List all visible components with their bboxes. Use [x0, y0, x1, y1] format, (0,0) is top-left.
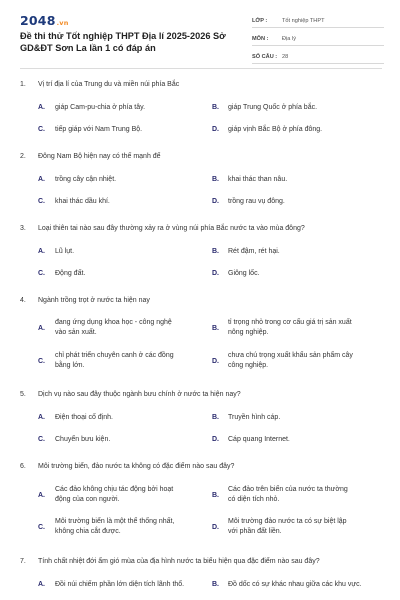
- question-text: Vị trí địa lí của Trung du và miền núi phía Bắc: [38, 81, 180, 88]
- answer-option[interactable]: giáp Trung Quốc ở phía bắc.: [228, 104, 318, 111]
- question-text: Tính chất nhiệt đới ẩm gió mùa của địa hình nước ta biểu hiện qua đặc điểm nào sau đây?: [38, 558, 320, 565]
- answer-option[interactable]: đang ứng dụng khoa học - công nghệ vào sản xuất.: [55, 319, 172, 336]
- question-text: Loại thiên tai nào sau đây thường xảy ra ở vùng núi phía Bắc nước ta vào mùa đông?: [38, 225, 305, 232]
- answer-option[interactable]: Lũ lụt.: [55, 248, 75, 255]
- option-letter: B.: [212, 492, 219, 499]
- option-letter: A.: [38, 492, 45, 499]
- meta-label: LỚP :: [252, 17, 268, 24]
- question-text: Dịch vụ nào sau đây thuộc ngành bưu chính ở nước ta hiện nay?: [38, 391, 241, 398]
- answer-option[interactable]: Các đảo không chịu tác động bởi hoạt động của con người.: [55, 486, 174, 503]
- option-letter: D.: [212, 358, 219, 365]
- meta-row-class: [252, 14, 384, 28]
- exam-title: Đề thi thử Tốt nghiệp THPT Địa lí 2025-2026 Sở GD&ĐT Sơn La lần 1 có đáp án: [20, 31, 226, 53]
- answer-option[interactable]: Cáp quang Internet.: [228, 436, 290, 443]
- answer-option[interactable]: tỉ trọng nhỏ trong cơ cấu giá trị sản xuất nông nghiệp.: [228, 319, 352, 336]
- answer-option[interactable]: giáp vịnh Bắc Bộ ở phía đông.: [228, 126, 323, 133]
- option-letter: A.: [38, 248, 45, 255]
- answer-option[interactable]: Chuyển bưu kiện.: [55, 436, 111, 443]
- meta-value: 28: [282, 53, 289, 60]
- meta-value: Địa lý: [282, 35, 296, 42]
- answer-option[interactable]: trồng rau vụ đông.: [228, 198, 285, 205]
- header-divider: [20, 68, 382, 69]
- option-letter: A.: [38, 581, 45, 588]
- exam-meta: [252, 14, 384, 68]
- question-number: 7.: [20, 558, 26, 565]
- answer-option[interactable]: khai thác dầu khí.: [55, 198, 110, 205]
- option-letter: D.: [212, 436, 219, 443]
- option-letter: C.: [38, 126, 45, 133]
- answer-option[interactable]: Các đảo trên biển của nước ta thường có diện tích nhỏ.: [228, 486, 348, 503]
- question-text: Môi trường biển, đảo nước ta không có đặc điểm nào sau đây?: [38, 463, 235, 470]
- answer-option[interactable]: chưa chú trọng xuất khẩu sản phẩm cây công nghiệp.: [228, 352, 353, 369]
- option-letter: C.: [38, 270, 45, 277]
- answer-option[interactable]: Môi trường đảo nước ta có sự biệt lập với phần đất liền.: [228, 518, 347, 535]
- site-logo[interactable]: [20, 13, 69, 28]
- question-number: 5.: [20, 391, 26, 398]
- question-number: 1.: [20, 81, 26, 88]
- option-letter: D.: [212, 198, 219, 205]
- meta-value: Tốt nghiệp THPT: [282, 17, 325, 24]
- answer-option[interactable]: trồng cây cận nhiệt.: [55, 176, 117, 183]
- option-letter: A.: [38, 104, 45, 111]
- option-letter: B.: [212, 581, 219, 588]
- question-number: 2.: [20, 153, 26, 160]
- answer-option[interactable]: Đồi núi chiếm phần lớn diện tích lãnh thổ.: [55, 581, 185, 588]
- meta-label: SỐ CÂU :: [252, 53, 278, 60]
- answer-option[interactable]: Truyền hình cáp.: [228, 414, 281, 421]
- option-letter: B.: [212, 414, 219, 421]
- page-header: [0, 0, 400, 70]
- question-text: Ngành trồng trọt ở nước ta hiện nay: [38, 297, 150, 304]
- answer-option[interactable]: khai thác than nâu.: [228, 176, 288, 183]
- answer-option[interactable]: chỉ phát triển chuyên canh ở các đồng bằng lớn.: [55, 352, 174, 369]
- answer-option[interactable]: Môi trường biển là một thể thống nhất, không chia cắt được.: [55, 518, 175, 535]
- logo-main: 2048: [20, 13, 56, 28]
- answer-option[interactable]: Đồ dốc có sự khác nhau giữa các khu vực.: [228, 581, 362, 588]
- answer-option[interactable]: Điện thoại cố định.: [55, 414, 113, 421]
- option-letter: D.: [212, 126, 219, 133]
- question-number: 6.: [20, 463, 26, 470]
- logo-suffix: .vn: [56, 19, 69, 27]
- answer-option[interactable]: Rét đậm, rét hại.: [228, 248, 280, 255]
- option-letter: B.: [212, 176, 219, 183]
- option-letter: D.: [212, 270, 219, 277]
- meta-row-question-count: [252, 50, 384, 64]
- option-letter: B.: [212, 248, 219, 255]
- option-letter: C.: [38, 198, 45, 205]
- option-letter: A.: [38, 414, 45, 421]
- meta-label: MÔN :: [252, 35, 269, 42]
- option-letter: A.: [38, 176, 45, 183]
- option-letter: C.: [38, 524, 45, 531]
- option-letter: C.: [38, 358, 45, 365]
- meta-row-subject: [252, 32, 384, 46]
- question-text: Đông Nam Bộ hiện nay có thế mạnh để: [38, 153, 161, 160]
- answer-option[interactable]: Giông lốc.: [228, 270, 260, 277]
- answer-option[interactable]: Động đất.: [55, 270, 86, 277]
- question-number: 4.: [20, 297, 26, 304]
- answer-option[interactable]: tiếp giáp với Nam Trung Bộ.: [55, 126, 143, 133]
- option-letter: D.: [212, 524, 219, 531]
- option-letter: B.: [212, 325, 219, 332]
- answer-option[interactable]: giáp Cam-pu-chia ở phía tây.: [55, 104, 146, 111]
- option-letter: C.: [38, 436, 45, 443]
- option-letter: B.: [212, 104, 219, 111]
- question-number: 3.: [20, 225, 26, 232]
- option-letter: A.: [38, 325, 45, 332]
